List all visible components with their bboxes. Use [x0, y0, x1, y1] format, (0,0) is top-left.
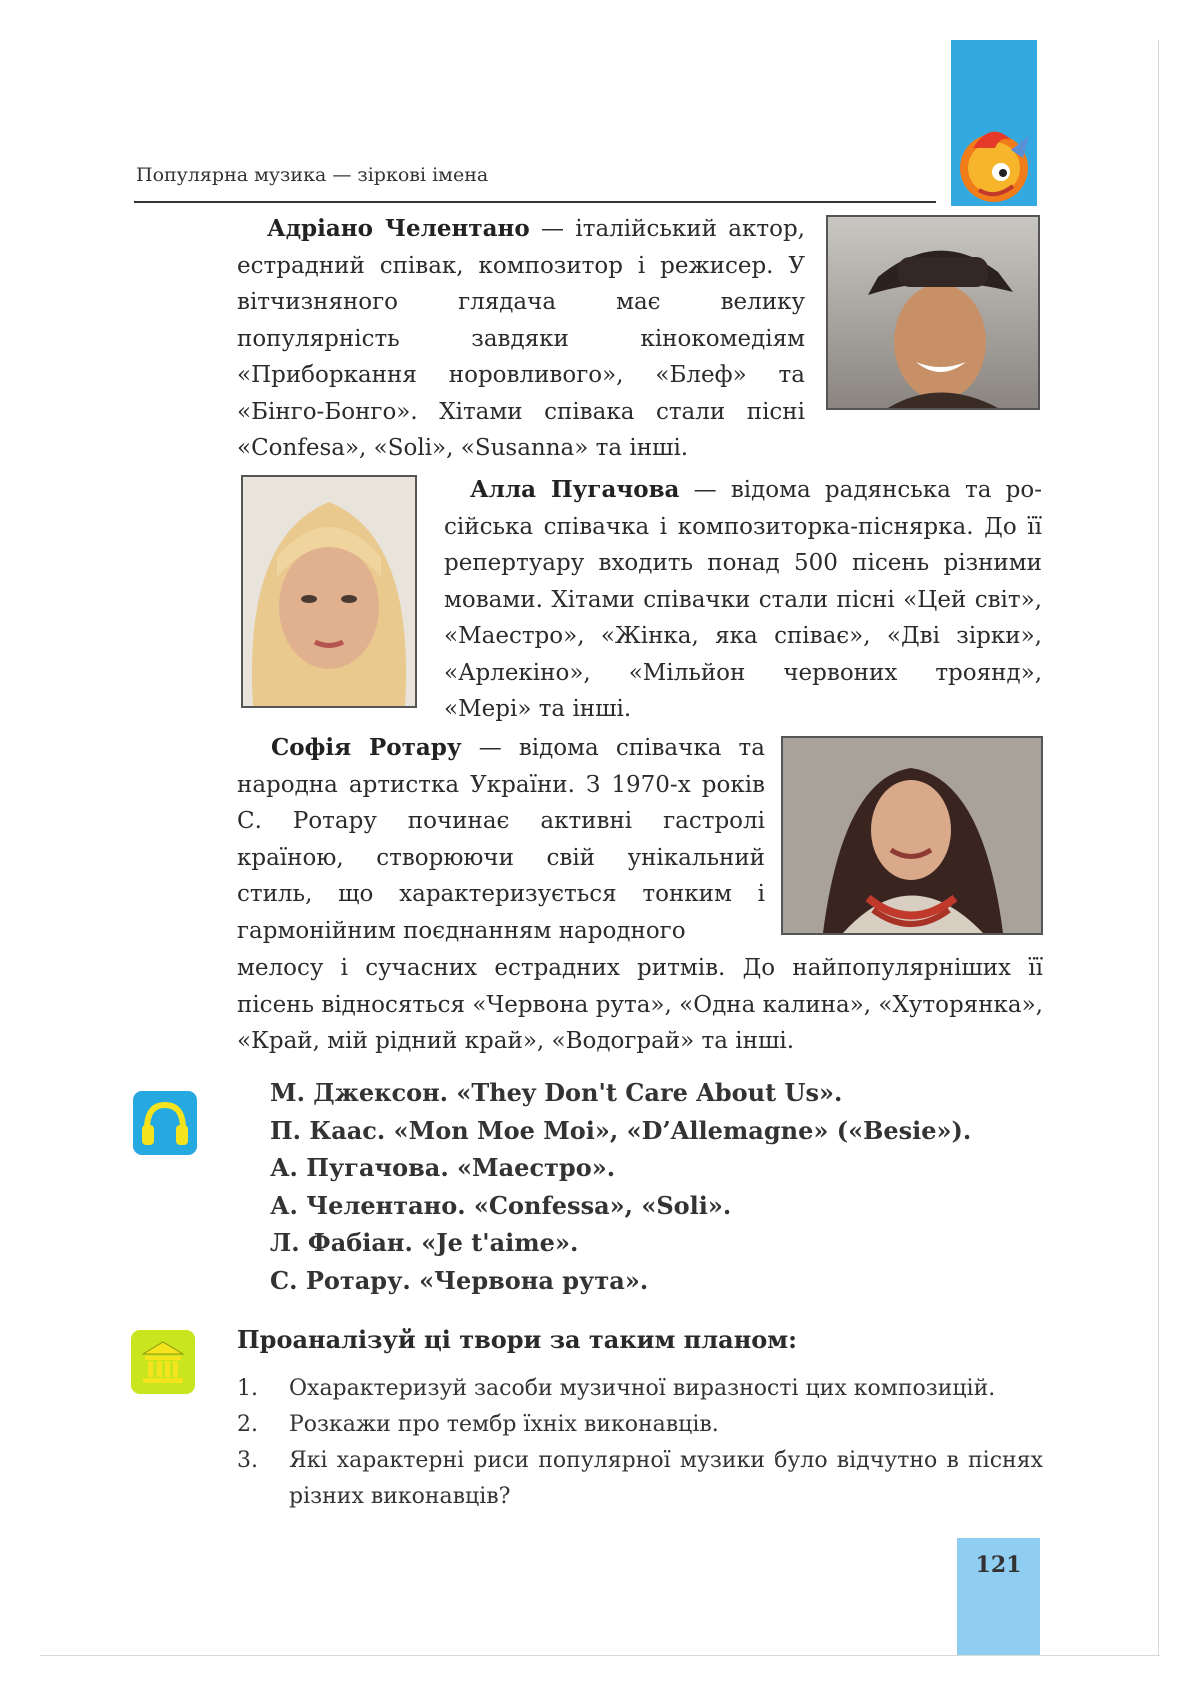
rotaru-text: — відома співачка та народна артистка України. З 1970-х років С. Ротару починає активні гастролі країною, створюючи свій унікальний стиль, що характеризується тонким і гармонійним поєднанням народного [237, 735, 765, 944]
task-text: Які характерні риси популярної музики було відчутно в піснях різних виконавців? [289, 1448, 1043, 1509]
task-text: Розкажи про тембр їхніх виконавців. [289, 1412, 719, 1437]
page-bottom-edge [40, 1655, 1160, 1656]
task-list [237, 1371, 1043, 1515]
listening-item: А. Челентано. «Confessa», «Soli». [270, 1190, 732, 1220]
listening-list [270, 1074, 971, 1299]
celentano-photo [826, 215, 1040, 410]
celentano-paragraph [237, 211, 805, 467]
rotaru-photo [781, 736, 1043, 935]
mascot-icon [951, 40, 1037, 206]
pugacheva-paragraph [444, 472, 1042, 728]
celentano-text: актор, естрадний співак, композитор і режисер. У вітчизняного глядача має велику популярність завдяки кінокомедіям «Приборкання норовливого», «Блеф» та «Бінго-Бонго». Хітами співака стали пісні «Confesa», «Soli», «Susanna» та інші. [237, 216, 805, 461]
listening-item: М. Джексон. «They Don't Care About Us». [270, 1078, 843, 1107]
listening-item: Л. Фабіан. «Je t'aime». [270, 1228, 579, 1257]
task-number: 1. [237, 1376, 258, 1401]
task-item [237, 1443, 1043, 1515]
listening-item: П. Каас. «Mon Moe Moi», «D’Allemagne» («Besie»). [270, 1115, 972, 1145]
rotaru-paragraph [237, 730, 765, 949]
header-divider [134, 201, 936, 203]
running-header: Популярна музика — зіркові імена [136, 164, 489, 186]
celentano-text-line1: — італійський [529, 216, 717, 242]
headphones-icon [133, 1091, 197, 1155]
rotaru-name: Софія Ротару [271, 734, 462, 761]
task-heading: Проаналізуй ці твори за таким планом: [237, 1325, 797, 1354]
chapter-tab [951, 40, 1037, 206]
pugacheva-text: — відома радянська та російська співачка і композиторка-піснярка. До її репертуару входить понад 500 пісень різними мовами. Хітами співачки стали пісні «Цей світ», «Маестро», «Жінка, яка співає», «Дві зірки», «Арлекіно», «Мільйон червоних троянд», «Мері» та інші. [444, 477, 1043, 722]
task-item [237, 1407, 1043, 1443]
listening-item: С. Ротару. «Червона рута». [270, 1265, 649, 1295]
celentano-name: Адріано Челентано [267, 215, 530, 242]
listening-item: А. Пугачова. «Маестро». [270, 1153, 616, 1182]
pugacheva-name: Алла Пугачова [470, 476, 680, 503]
page-number: 121 [975, 1552, 1022, 1578]
task-item [237, 1371, 1043, 1407]
museum-icon [131, 1330, 195, 1394]
pugacheva-photo [241, 475, 417, 708]
task-number: 2. [237, 1412, 258, 1437]
page-right-edge [1158, 40, 1159, 1656]
rotaru-paragraph-continued: мелосу і сучасних естрадних ритмів. До найпопулярніших її пісень відносяться «Червона рута», «Одна калина», «Хуторянка», «Край, мій рідний край», «Водограй» та інші. [237, 955, 1043, 1054]
task-text: Охарактеризуй засоби музичної виразності цих композицій. [289, 1376, 996, 1401]
task-number: 3. [237, 1448, 258, 1473]
